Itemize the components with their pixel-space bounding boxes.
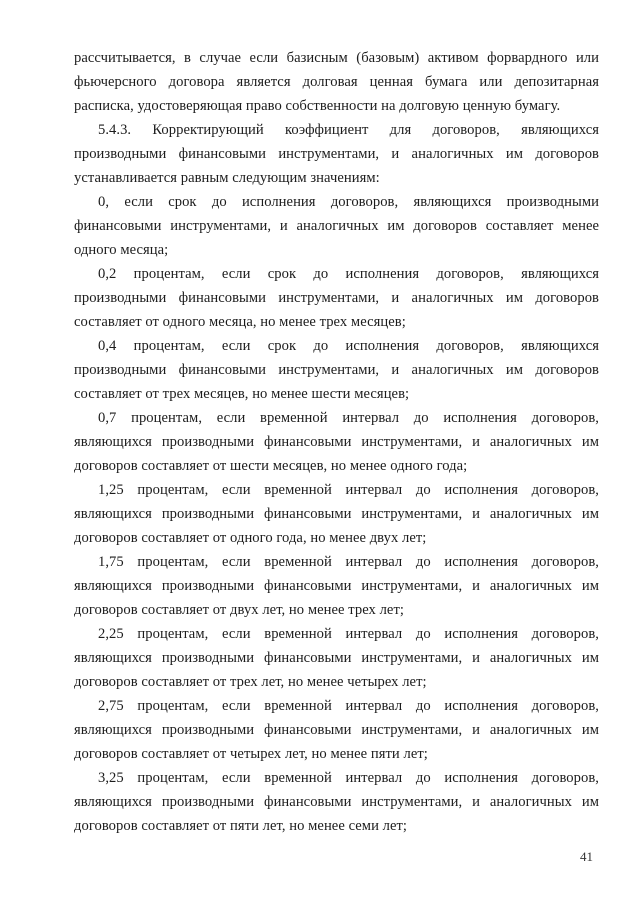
paragraph-section-5-4-3: 5.4.3. Корректирующий коэффициент для договоров, являющихся производными финансовыми инструментами, и аналогичных им договоров устанавливается равным следующим значениям: <box>74 122 599 186</box>
paragraph-coefficient-0-7: 0,7 процентам, если временной интервал до исполнения договоров, являющихся производными финансовыми инструментами, и аналогичных им договоров составляет от шести месяцев, но менее одного года; <box>74 410 599 474</box>
paragraph-coefficient-3-25: 3,25 процентам, если временной интервал до исполнения договоров, являющихся производными финансовыми инструментами, и аналогичных им договоров составляет от пяти лет, но менее семи лет; <box>74 770 599 834</box>
document-page <box>74 46 599 838</box>
paragraph-coefficient-1-25: 1,25 процентам, если временной интервал до исполнения договоров, являющихся производными финансовыми инструментами, и аналогичных им договоров составляет от одного года, но менее двух лет; <box>74 482 599 546</box>
paragraph-coefficient-0-4: 0,4 процентам, если срок до исполнения договоров, являющихся производными финансовыми инструментами, и аналогичных им договоров составляет от трех месяцев, но менее шести месяцев; <box>74 338 599 402</box>
paragraph-coefficient-1-75: 1,75 процентам, если временной интервал до исполнения договоров, являющихся производными финансовыми инструментами, и аналогичных им договоров составляет от двух лет, но менее трех лет; <box>74 554 599 618</box>
page-number: 41 <box>580 849 593 864</box>
paragraph-coefficient-0: 0, если срок до исполнения договоров, являющихся производными финансовыми инструментами, и аналогичных им договоров составляет менее одного месяца; <box>74 194 599 258</box>
paragraph-continuation: рассчитывается, в случае если базисным (базовым) активом форвардного или фьючерсного договора является долговая ценная бумага или депозитарная расписка, удостоверяющая право собственности на долговую ценную бумагу. <box>74 50 599 114</box>
paragraph-coefficient-0-2: 0,2 процентам, если срок до исполнения договоров, являющихся производными финансовыми инструментами, и аналогичных им договоров составляет от одного месяца, но менее трех месяцев; <box>74 266 599 330</box>
paragraph-coefficient-2-25: 2,25 процентам, если временной интервал до исполнения договоров, являющихся производными финансовыми инструментами, и аналогичных им договоров составляет от трех лет, но менее четырех лет; <box>74 626 599 690</box>
paragraph-coefficient-2-75: 2,75 процентам, если временной интервал до исполнения договоров, являющихся производными финансовыми инструментами, и аналогичных им договоров составляет от четырех лет, но менее пяти лет; <box>74 698 599 762</box>
